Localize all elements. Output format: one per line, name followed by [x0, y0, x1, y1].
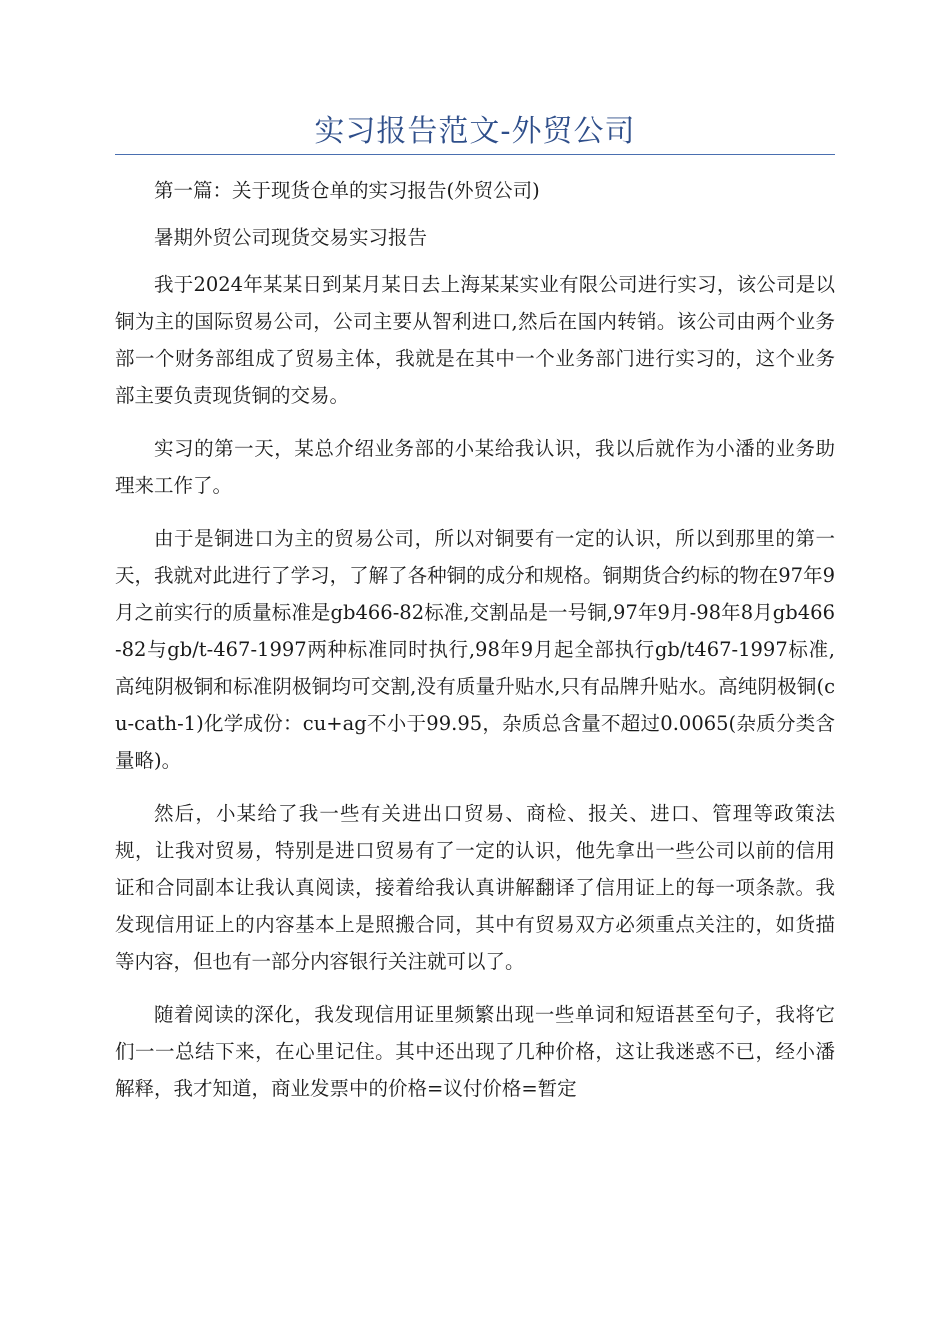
body-paragraph: 我于2024年某某日到某月某日去上海某某实业有限公司进行实习，该公司是以铜为主的国际贸易公司，公司主要从智利进口,然后在国内转销。该公司由两个业务部一个财务部组成了贸易主体，我就是在其中一个业务部门进行实习的，这个业务部主要负责现货铜的交易。: [115, 273, 835, 407]
section-heading: 第一篇：关于现货仓单的实习报告(外贸公司): [154, 179, 540, 202]
body-paragraph: 由于是铜进口为主的贸易公司，所以对铜要有一定的认识，所以到那里的第一天，我就对此进行了学习，了解了各种铜的成分和规格。铜期货合约标的物在97年9月之前实行的质量标准是gb466-82标准,交割品是一号铜,97年9月-98年8月gb466-82与gb/t-467-1997两种标准同时执行,98年9月起全部执行gb/t467-1997标准,高纯阴极铜和标准阴极铜均可交割,没有质量升贴水,只有品牌升贴水。高纯阴极铜(cu-cath-1)化学成份：cu+ag不小于99.95，杂质总含量不超过0.0065(杂质分类含量略)。: [115, 527, 835, 772]
document-title: 实习报告范文-外贸公司: [314, 114, 636, 149]
title-underline: [115, 154, 835, 155]
body-paragraph: 实习的第一天，某总介绍业务部的小某给我认识，我以后就作为小潘的业务助理来工作了。: [115, 437, 835, 497]
body-paragraph: 随着阅读的深化，我发现信用证里频繁出现一些单词和短语甚至句子，我将它们一一总结下来，在心里记住。其中还出现了几种价格，这让我迷惑不已，经小潘解释，我才知道，商业发票中的价格=议付价格=暂定: [115, 1003, 835, 1100]
report-subtitle: 暑期外贸公司现货交易实习报告: [154, 226, 428, 249]
body-paragraph: 然后，小某给了我一些有关进出口贸易、商检、报关、进口、管理等政策法规，让我对贸易，特别是进口贸易有了一定的认识，他先拿出一些公司以前的信用证和合同副本让我认真阅读，接着给我认真讲解翻译了信用证上的每一项条款。我发现信用证上的内容基本上是照搬合同，其中有贸易双方必须重点关注的，如货描等内容，但也有一部分内容银行关注就可以了。: [115, 802, 835, 973]
document-body: [115, 172, 835, 1123]
